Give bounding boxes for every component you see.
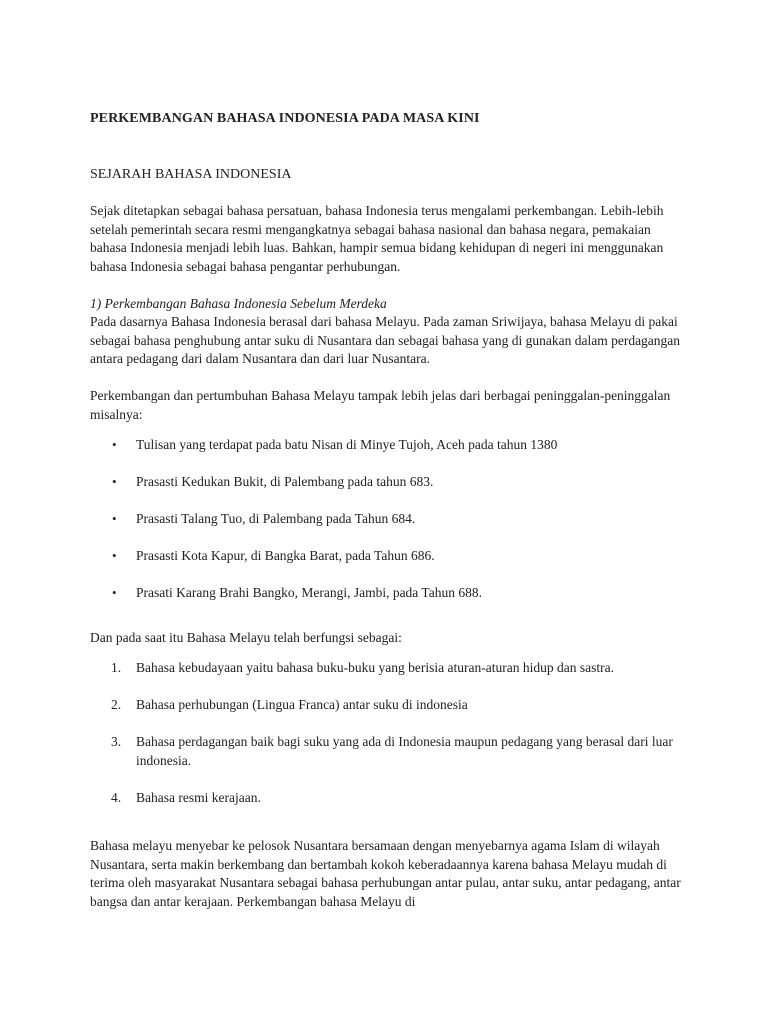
document-page bbox=[90, 110, 690, 911]
numbered-item-text: Bahasa perdagangan baik bagi suku yang ada di Indonesia maupun pedagang yang berasal dari luar indonesia. bbox=[136, 734, 673, 768]
functions-list bbox=[90, 659, 690, 807]
numbered-item-text: Bahasa resmi kerajaan. bbox=[136, 789, 261, 805]
bullet-icon: • bbox=[112, 511, 117, 526]
list-item bbox=[90, 510, 690, 529]
origin-paragraph: Pada dasarnya Bahasa Indonesia berasal dari bahasa Melayu. Pada zaman Sriwijaya, bahasa Melayu di pakai sebagai bahasa penghubung antar suku di Nusantara dan sebagai bahasa yang di gunakan dalam perdagangan antara pedagang dari dalam Nusantara dan dari luar Nusantara. bbox=[90, 314, 681, 366]
section-heading: SEJARAH BAHASA INDONESIA bbox=[90, 166, 292, 182]
bullet-icon: • bbox=[112, 437, 117, 452]
item-number: 1. bbox=[111, 660, 122, 675]
numbered-item bbox=[90, 733, 690, 770]
list-item-text: Prasasti Talang Tuo, di Palembang pada Tahun 684. bbox=[136, 511, 416, 526]
bullet-icon: • bbox=[112, 585, 117, 600]
bullet-icon: • bbox=[112, 474, 117, 489]
item-number: 4. bbox=[111, 789, 122, 805]
list-item bbox=[90, 473, 690, 492]
function-paragraph: Dan pada saat itu Bahasa Melayu telah berfungsi sebagai: bbox=[90, 629, 402, 645]
item-number: 3. bbox=[111, 734, 122, 749]
list-item-text: Prasati Karang Brahi Bangko, Merangi, Jambi, pada Tahun 688. bbox=[136, 585, 482, 600]
list-item bbox=[90, 584, 690, 603]
list-item bbox=[90, 547, 690, 566]
list-item bbox=[90, 436, 690, 455]
numbered-item-text: Bahasa perhubungan (Lingua Franca) antar suku di indonesia bbox=[136, 697, 468, 712]
list-item-text: Tulisan yang terdapat pada batu Nisan di Minye Tujoh, Aceh pada tahun 1380 bbox=[136, 437, 558, 452]
list-item-text: Prasasti Kota Kapur, di Bangka Barat, pada Tahun 686. bbox=[136, 548, 435, 563]
intro-paragraph: Sejak ditetapkan sebagai bahasa persatuan, bahasa Indonesia terus mengalami perkembangan. Lebih-lebih setelah pemerintah secara resmi mengangkatnya sebagai bahasa nasional dan bahasa negara, pemakaian bahasa Indonesia menjadi lebih luas. Bahkan, hampir semua bidang kehidupan di negeri ini menggunakan bahasa Indonesia sebagai bahasa pengantar perhubungan. bbox=[90, 203, 664, 274]
document-title: PERKEMBANGAN BAHASA INDONESIA PADA MASA KINI bbox=[90, 111, 480, 126]
numbered-item-text: Bahasa kebudayaan yaitu bahasa buku-buku yang berisia aturan-aturan hidup dan sastra. bbox=[136, 660, 614, 675]
list-item-text: Prasasti Kedukan Bukit, di Palembang pada tahun 683. bbox=[136, 474, 434, 489]
closing-paragraph: Bahasa melayu menyebar ke pelosok Nusantara bersamaan dengan menyebarnya agama Islam di wilayah Nusantara, serta makin berkembang dan bertambah kokoh keberadaannya karena bahasa Melayu mudah di terima oleh masyarakat Nusantara sebagai bahasa perhubungan antar pulau, antar suku, antar pedagang, antar bangsa dan antar kerajaan. Perkembangan bahasa Melayu di bbox=[90, 838, 681, 909]
numbered-item bbox=[90, 659, 690, 678]
item-number: 2. bbox=[111, 697, 122, 712]
subheading: 1) Perkembangan Bahasa Indonesia Sebelum Merdeka bbox=[90, 295, 387, 311]
bullet-icon: • bbox=[112, 548, 117, 563]
numbered-item bbox=[90, 696, 690, 715]
numbered-item bbox=[90, 789, 690, 808]
growth-paragraph: Perkembangan dan pertumbuhan Bahasa Melayu tampak lebih jelas dari berbagai peninggalan-peninggalan misalnya: bbox=[90, 388, 671, 422]
inscriptions-list bbox=[90, 436, 690, 603]
